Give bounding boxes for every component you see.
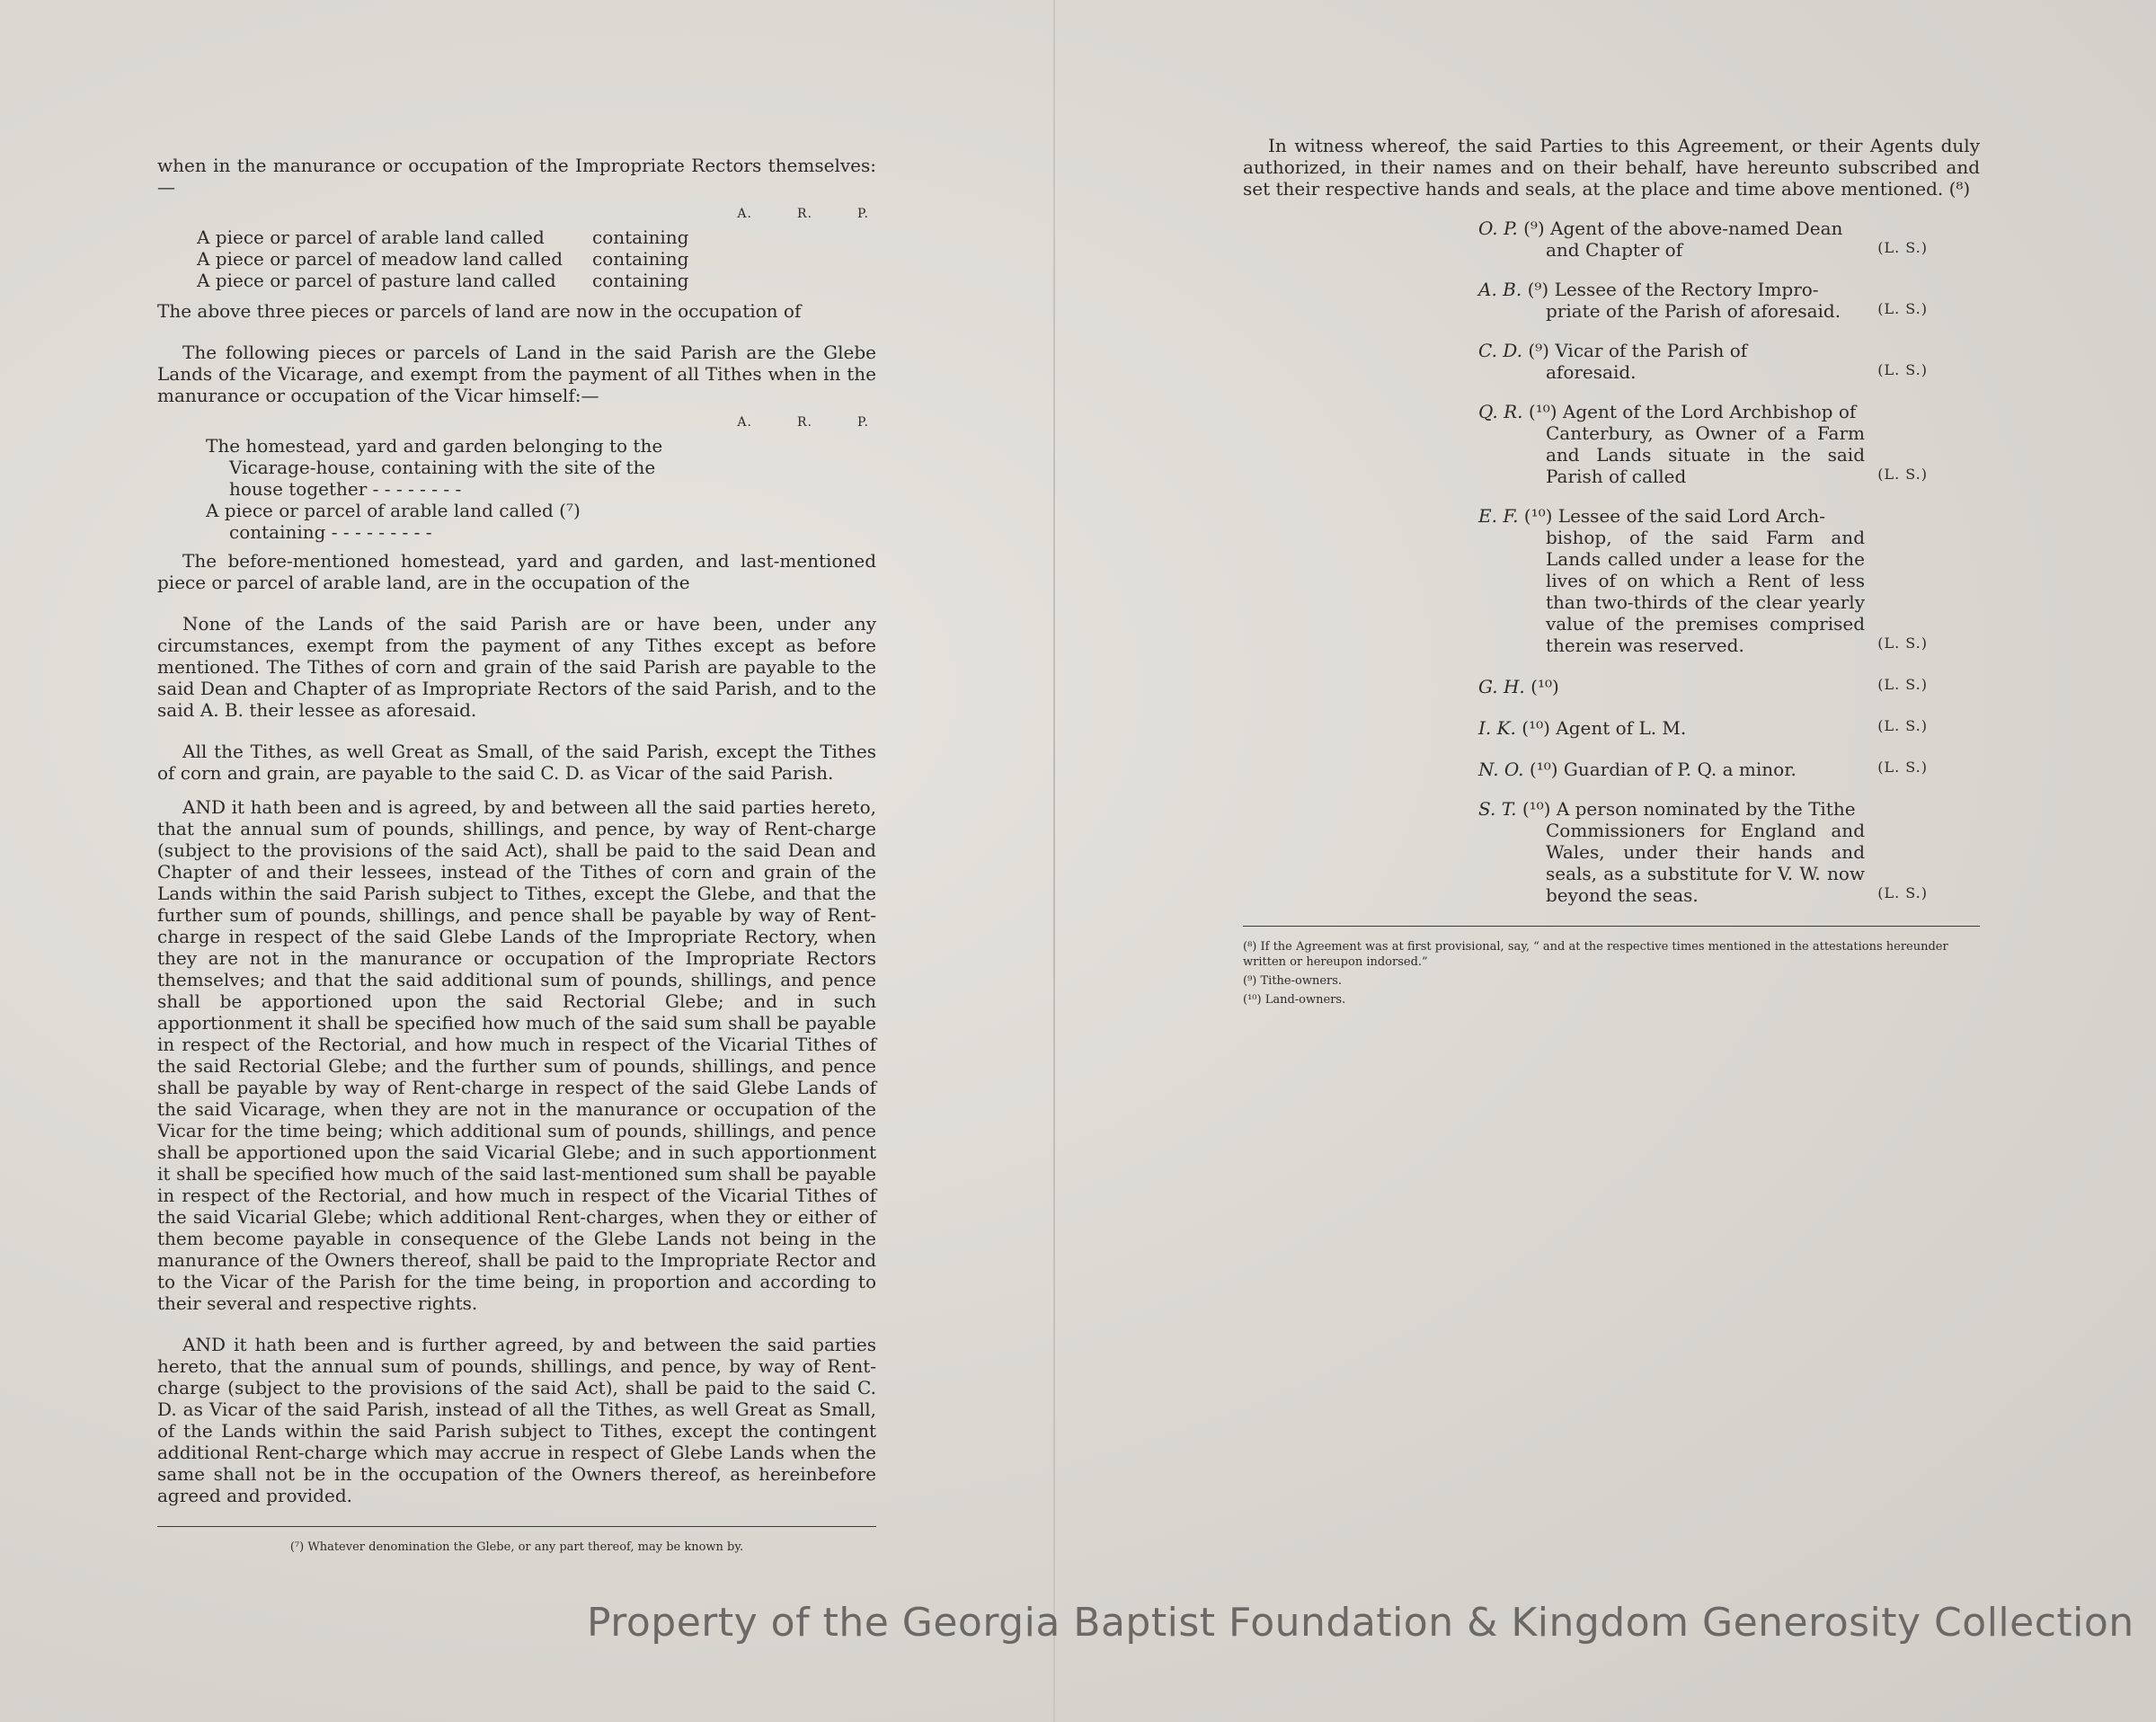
signature-line	[1478, 217, 1980, 261]
signatory: C. D.	[1478, 340, 1522, 361]
signature-line	[1478, 279, 1980, 322]
glebe-item-rest: containing - - - - - - - - -	[229, 521, 432, 543]
glebe-vicarage-text: The following pieces or parcels of Land in the said Parish are the Glebe Lands of the Vicarage, and exempt from the payment of all Tithes when in the manurance or occupation of the Vicar himself:—	[157, 342, 876, 406]
signatory-role: Agent of the Lord Archbishop of	[1562, 401, 1857, 422]
arp-header-2	[157, 412, 876, 433]
signatory-note: (¹⁰)	[1522, 717, 1550, 739]
signatory-note: (¹⁰)	[1523, 505, 1553, 527]
signatory-role-cont: aforesaid.	[1546, 361, 1637, 383]
signatory-role-cont: and Chapter of	[1546, 239, 1683, 261]
none-of-lands-text: None of the Lands of the said Parish are or have been, under any circumstances, exempt from the payment of any Tithes except as before mentioned. The Tithes of corn and grain of the said Parish are payable to the said Dean and Chapter of as Impropriate Rectors of the said Parish, and to the said A. B. their lessee as aforesaid.	[157, 613, 876, 721]
seal-mark: (L. S.)	[1877, 884, 1928, 901]
arp-header	[157, 203, 876, 225]
seal-mark: (L. S.)	[1877, 676, 1928, 693]
signatory-role: Guardian of P. Q. a minor.	[1563, 759, 1797, 780]
signatory-role: Agent of the above-named Dean	[1550, 217, 1843, 239]
seal-mark: (L. S.)	[1877, 635, 1928, 652]
seal-mark: (L. S.)	[1877, 361, 1928, 378]
signatory: A. B.	[1478, 279, 1522, 300]
footnote-8: (⁸) If the Agreement was at first provisional, say, “ and at the respective times mentioned in the attestations hereunder written or hereupon indorsed.”	[1243, 940, 1948, 969]
parcel-suffix: containing	[592, 270, 689, 291]
signature-list	[1243, 217, 1980, 906]
signatory-role-cont: Canterbury, as Owner of a Farm and Lands situate in the said Parish of called	[1546, 422, 1865, 487]
seal-mark: (L. S.)	[1877, 300, 1928, 317]
glebe-item-first: A piece or parcel of arable land called (⁷)	[206, 500, 581, 521]
arp-perches: P.	[856, 415, 869, 430]
footnote-10: (¹⁰) Land-owners.	[1243, 993, 1346, 1007]
signatory-role: Vicar of the Parish of	[1555, 340, 1748, 361]
signatory-note: (¹⁰)	[1529, 759, 1558, 780]
collection-watermark: Property of the Georgia Baptist Foundation & Kingdom Generosity Collection	[587, 1600, 2134, 1646]
arp-roods: R.	[796, 415, 812, 430]
signatory-note: (⁹)	[1528, 340, 1549, 361]
parcel-row	[157, 226, 876, 248]
footnote-7: (⁷) Whatever denomination the Glebe, or any part thereof, may be known by.	[289, 1540, 744, 1554]
signatory: I. K.	[1478, 717, 1516, 739]
signatory-role: Agent of L. M.	[1556, 717, 1687, 739]
signature-line	[1478, 674, 1980, 697]
signatory-role: A person nominated by the Tithe	[1556, 798, 1856, 820]
signature-line	[1478, 401, 1980, 487]
arp-roods: R.	[796, 207, 812, 221]
signatory: S. T.	[1478, 798, 1517, 820]
arp-acres: A.	[737, 415, 752, 430]
agreement-clause: AND it hath been and is agreed, by and between all the said parties hereto, that the annual sum of pounds, shillings, and pence, by way of Rent-charge (subject to the provisions of the said Act), shall be paid to the said Dean and Chapter of and their lessees, instead of the Tithes of corn and grain of the Lands within the said Parish subject to Tithes, except the Glebe, and that the further sum of pounds, shillings, and pence shall be payable by way of Rent-charge in respect of the said Glebe Lands of the Impropriate Rectory, when they are not in the manurance or occupation of the Impropriate Rectors themselves; and that the said additional sum of pounds, shillings, and pence shall be apportioned upon the said Rectorial Glebe; and in such apportionment it shall be specified how much of the said sum shall be payable in respect of the Rectorial, and how much in respect of the Vicarial Tithes of the said Rectorial Glebe; and the further sum of pounds, shillings, and pence shall be payable by way of Rent-charge in respect of the said Glebe Lands of the said Vicarage, when they are not in the manurance or occupation of the Vicar for the time being; which additional sum of pounds, shillings, and pence shall be apportioned upon the said Vicarial Glebe; and in such apportionment it shall be specified how much of the said last-mentioned sum shall be payable in respect of the Rectorial, and how much in respect of the Vicarial Tithes of the said Vicarial Glebe; which additional Rent-charges, when they or either of them become payable in consequence of the Glebe Lands not being in the manurance of the Owners thereof, shall be paid to the Impropriate Rector and to the Vicar of the Parish for the time being, in proportion and according to their several and respective rights.	[157, 796, 876, 1314]
signatory-note: (⁹)	[1523, 217, 1545, 239]
signatory-role-cont: priate of the Parish of aforesaid.	[1546, 300, 1841, 322]
parcel-label: A piece or parcel of arable land called	[197, 226, 545, 248]
footnote-rule	[1243, 926, 1980, 927]
signatory-role: Lessee of the Rectory Impro-	[1554, 279, 1819, 300]
signatory-role-cont: Commissioners for England and Wales, under their hands and seals, as a substitute for V. W. now beyond the seas.	[1546, 820, 1865, 906]
parcel-suffix: containing	[592, 248, 689, 270]
seal-mark: (L. S.)	[1877, 466, 1928, 483]
left-page	[157, 155, 876, 1555]
seal-mark: (L. S.)	[1877, 239, 1928, 256]
parcel-label: A piece or parcel of pasture land called	[197, 270, 556, 291]
signature-line	[1478, 505, 1980, 656]
signatory-role-cont: bishop, of the said Farm and Lands called under a lease for the lives of on which a Rent of less than two-thirds of the clear yearly value of the premises comprised therein was reserved.	[1546, 527, 1865, 656]
glebe-item-first: The homestead, yard and garden belonging to the	[206, 435, 663, 457]
signatory-note: (¹⁰)	[1530, 676, 1559, 697]
signatory: Q. R.	[1478, 401, 1523, 422]
intro-text: when in the manurance or occupation of the Impropriate Rectors themselves:—	[157, 155, 876, 198]
glebe-item-rest: Vicarage-house, containing with the site of the house together - - - - - - - -	[229, 457, 656, 500]
parcel-suffix: containing	[592, 226, 689, 248]
before-mentioned-text: The before-mentioned homestead, yard and garden, and last-mentioned piece or parcel of arable land, are in the occupation of the	[157, 550, 876, 593]
signatory-note: (⁹)	[1527, 279, 1549, 300]
signatory: O. P.	[1478, 217, 1518, 239]
all-tithes-text: All the Tithes, as well Great as Small, of the said Parish, except the Tithes of corn and grain, are payable to the said C. D. as Vicar of the said Parish.	[157, 741, 876, 784]
signatory: N. O.	[1478, 759, 1524, 780]
further-agreement-clause: AND it hath been and is further agreed, by and between the said parties hereto, that the annual sum of pounds, shillings, and pence, by way of Rent-charge (subject to the provisions of the said Act), shall be paid to the said C. D. as Vicar of the said Parish, instead of all the Tithes, as well Great as Small, of the Lands within the said Parish subject to Tithes, except the contingent additional Rent-charge which may accrue in respect of Glebe Lands when the same shall not be in the occupation of the Owners thereof, as hereinbefore agreed and provided.	[157, 1334, 876, 1506]
glebe-item	[157, 500, 673, 543]
footnote-rule	[157, 1526, 876, 1527]
seal-mark: (L. S.)	[1877, 759, 1928, 776]
witness-text: In witness whereof, the said Parties to this Agreement, or their Agents duly authorized, in their names and on their behalf, have hereunto subscribed and set their respective hands and seals, at the place and time above mentioned. (⁸)	[1243, 135, 1980, 200]
signature-line	[1478, 715, 1980, 739]
arp-acres: A.	[737, 207, 752, 221]
right-page	[1243, 135, 1980, 1007]
signatory: G. H.	[1478, 676, 1525, 697]
signature-line	[1478, 757, 1980, 780]
parcel-label: A piece or parcel of meadow land called	[197, 248, 563, 270]
parcel-row	[157, 248, 876, 270]
signature-line	[1478, 798, 1980, 906]
signatory-role: Lessee of the said Lord Arch-	[1557, 505, 1826, 527]
glebe-item	[157, 435, 673, 500]
parcel-row	[157, 270, 876, 291]
signatory-note: (¹⁰)	[1522, 798, 1551, 820]
arp-perches: P.	[856, 207, 869, 221]
signature-line	[1478, 340, 1980, 383]
signatory-note: (¹⁰)	[1528, 401, 1557, 422]
signatory: E. F.	[1478, 505, 1519, 527]
seal-mark: (L. S.)	[1877, 717, 1928, 734]
footnote-9: (⁹) Tithe-owners.	[1243, 974, 1343, 988]
three-pieces-text: The above three pieces or parcels of land are now in the occupation of	[157, 300, 802, 322]
page-fold	[1053, 0, 1055, 1722]
